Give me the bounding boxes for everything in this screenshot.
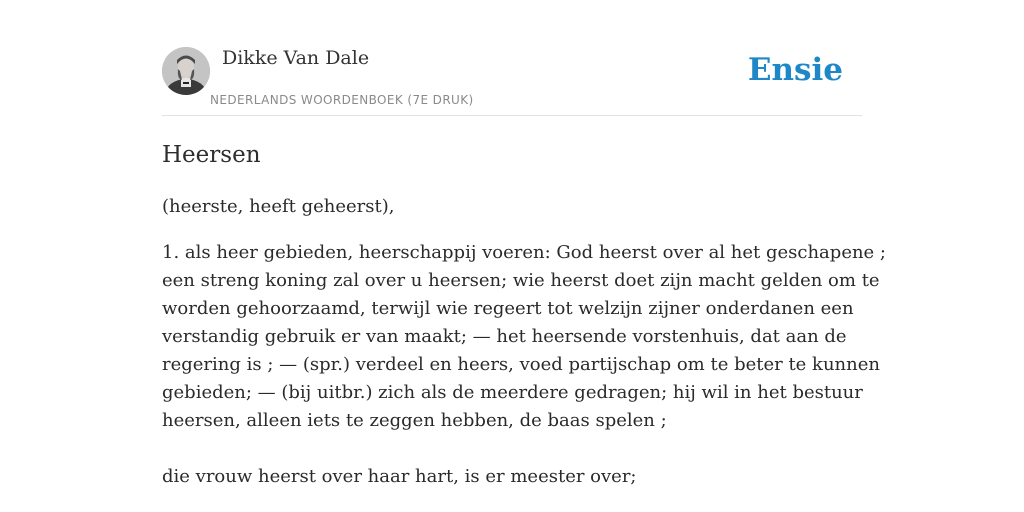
definition-line: worden gehoorzaamd, terwijl wie regeert tot welzijn zijner onderdanen een xyxy=(162,298,854,319)
page-header xyxy=(162,0,862,116)
entry-example: die vrouw heerst over haar hart, is er meester over; xyxy=(162,466,637,487)
definition-line: een streng koning zal over u heersen; wie heerst doet zijn macht gelden om te xyxy=(162,270,880,291)
definition-line: regering is ; — (spr.) verdeel en heers, voed partijschap om te beter te kunnen xyxy=(162,354,880,375)
author-name[interactable]: Dikke Van Dale xyxy=(222,47,370,69)
definition-line: heersen, alleen iets te zeggen hebben, de baas spelen ; xyxy=(162,410,667,431)
author-avatar[interactable] xyxy=(162,47,210,95)
definition-line: verstandig gebruik er van maakt; — het heersende vorstenhuis, dat aan de xyxy=(162,326,847,347)
page-content xyxy=(162,0,886,487)
entry-title: Heersen xyxy=(162,142,261,168)
definition-line: 1. als heer gebieden, heerschappij voeren: God heerst over al het geschapene ; xyxy=(162,242,886,263)
definition-line: gebieden; — (bij uitbr.) zich als de meerdere gedragen; hij wil in het bestuur xyxy=(162,382,863,403)
ensie-logo[interactable]: Ensie xyxy=(747,52,843,88)
entry-forms: (heerste, heeft geheerst), xyxy=(162,196,395,217)
portrait-image xyxy=(162,47,210,95)
source-label[interactable]: NEDERLANDS WOORDENBOEK (7E DRUK) xyxy=(210,93,474,107)
